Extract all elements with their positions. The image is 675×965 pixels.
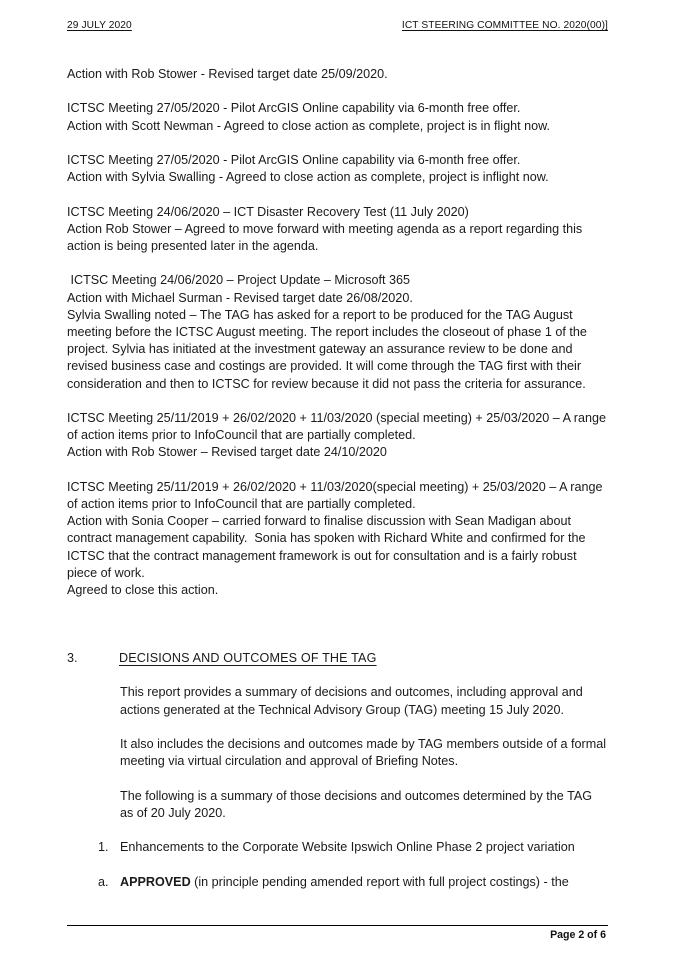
header-committee-reference: ICT STEERING COMMITTEE NO. 2020(00)] bbox=[401, 20, 608, 31]
section-body bbox=[120, 684, 608, 822]
paragraph-ictsc-27-05-2020-scott-newman: ICTSC Meeting 27/05/2020 - Pilot ArcGIS Online capability via 6-month free offer. Action with Scott Newman - Agreed to close action as complete, project is in flight now. bbox=[67, 101, 550, 133]
header-date: 29 JULY 2020 bbox=[67, 20, 132, 31]
list-item-text bbox=[120, 839, 608, 856]
list-item bbox=[98, 839, 608, 856]
list-item-body: Enhancements to the Corporate Website Ipswich Online Phase 2 project variation bbox=[120, 840, 575, 855]
section-paragraph-summary: This report provides a summary of decisions and outcomes, including approval and actions generated at the Technical Advisory Group (TAG) meeting 15 July 2020. bbox=[120, 685, 583, 717]
section-heading bbox=[67, 650, 608, 667]
section-number: 3. bbox=[67, 651, 78, 665]
section-paragraph-virtual-circulation: It also includes the decisions and outcomes made by TAG members outside of a formal meeting via virtual circulation and approval of Briefing Notes. bbox=[120, 736, 607, 769]
list-item bbox=[98, 874, 608, 891]
paragraph-action-rob-stower-target: Action with Rob Stower - Revised target date 25/09/2020. bbox=[67, 67, 388, 81]
list-item-marker: a. bbox=[98, 874, 109, 889]
section-title: DECISIONS AND OUTCOMES OF THE TAG bbox=[119, 651, 377, 665]
section-paragraph-following-summary: The following is a summary of those decisions and outcomes determined by the TAG as of 20 July 2020. bbox=[120, 788, 593, 820]
list-item-marker: 1. bbox=[98, 840, 109, 855]
page-number-label: Page 2 of 6 bbox=[550, 929, 606, 941]
list-item-body: (in principle pending amended report with full project costings) - the bbox=[190, 874, 569, 889]
page-footer bbox=[67, 925, 608, 941]
decisions-list bbox=[98, 839, 608, 891]
footer-divider bbox=[67, 925, 608, 926]
paragraph-ictsc-27-05-2020-sylvia-swalling: ICTSC Meeting 27/05/2020 - Pilot ArcGIS Online capability via 6-month free offer. Action with Sylvia Swalling - Agreed to close action as complete, project is inflight now. bbox=[67, 152, 549, 185]
document-body bbox=[67, 66, 608, 599]
paragraph-ictsc-24-06-2020-disaster-recovery: ICTSC Meeting 24/06/2020 – ICT Disaster Recovery Test (11 July 2020) Action Rob Stower – Agreed to move forward with meeting agenda as a report regarding this action is being presented later in the agenda. bbox=[67, 204, 583, 253]
paragraph-ictsc-24-06-2020-microsoft-365: ICTSC Meeting 24/06/2020 – Project Update – Microsoft 365 Action with Michael Surman - Revised target date 26/08/2020. Sylvia Swalling noted – The TAG has asked for a report to be produced for the TAG August meeting before the ICTSC August meeting. The report includes the closeout of phase 1 of the project. Sylvia has initiated at the investment gateway an assurance review to be done and revised business case and costings are provided. It will come through the TAG first with their consideration and then to ICTSC for review because it did not pass the criteria for assurance. bbox=[67, 273, 587, 391]
list-item-bold-lead: APPROVED bbox=[120, 874, 191, 889]
paragraph-ictsc-multi-meeting-rob-stower: ICTSC Meeting 25/11/2019 + 26/02/2020 + 11/03/2020 (special meeting) + 25/03/2020 – A range of action items prior to InfoCouncil that are partially completed. Action with Rob Stower – Revised target date 24/10/2020 bbox=[67, 410, 607, 460]
paragraph-ictsc-multi-meeting-sonia-cooper: ICTSC Meeting 25/11/2019 + 26/02/2020 + 11/03/2020(special meeting) + 25/03/2020 – A range of action items prior to InfoCouncil that are partially completed. Action with Sonia Cooper – carried forward to finalise discussion with Sean Madigan about contract management capability. Sonia has spoken with Richard White and confirmed for the ICTSC that the contract management framework is out for consultation and is a fairly robust piece of work. Agreed to close this action. bbox=[67, 479, 603, 597]
section-decisions-and-outcomes bbox=[67, 650, 608, 891]
page-header bbox=[67, 20, 608, 31]
list-item-text bbox=[120, 874, 608, 891]
